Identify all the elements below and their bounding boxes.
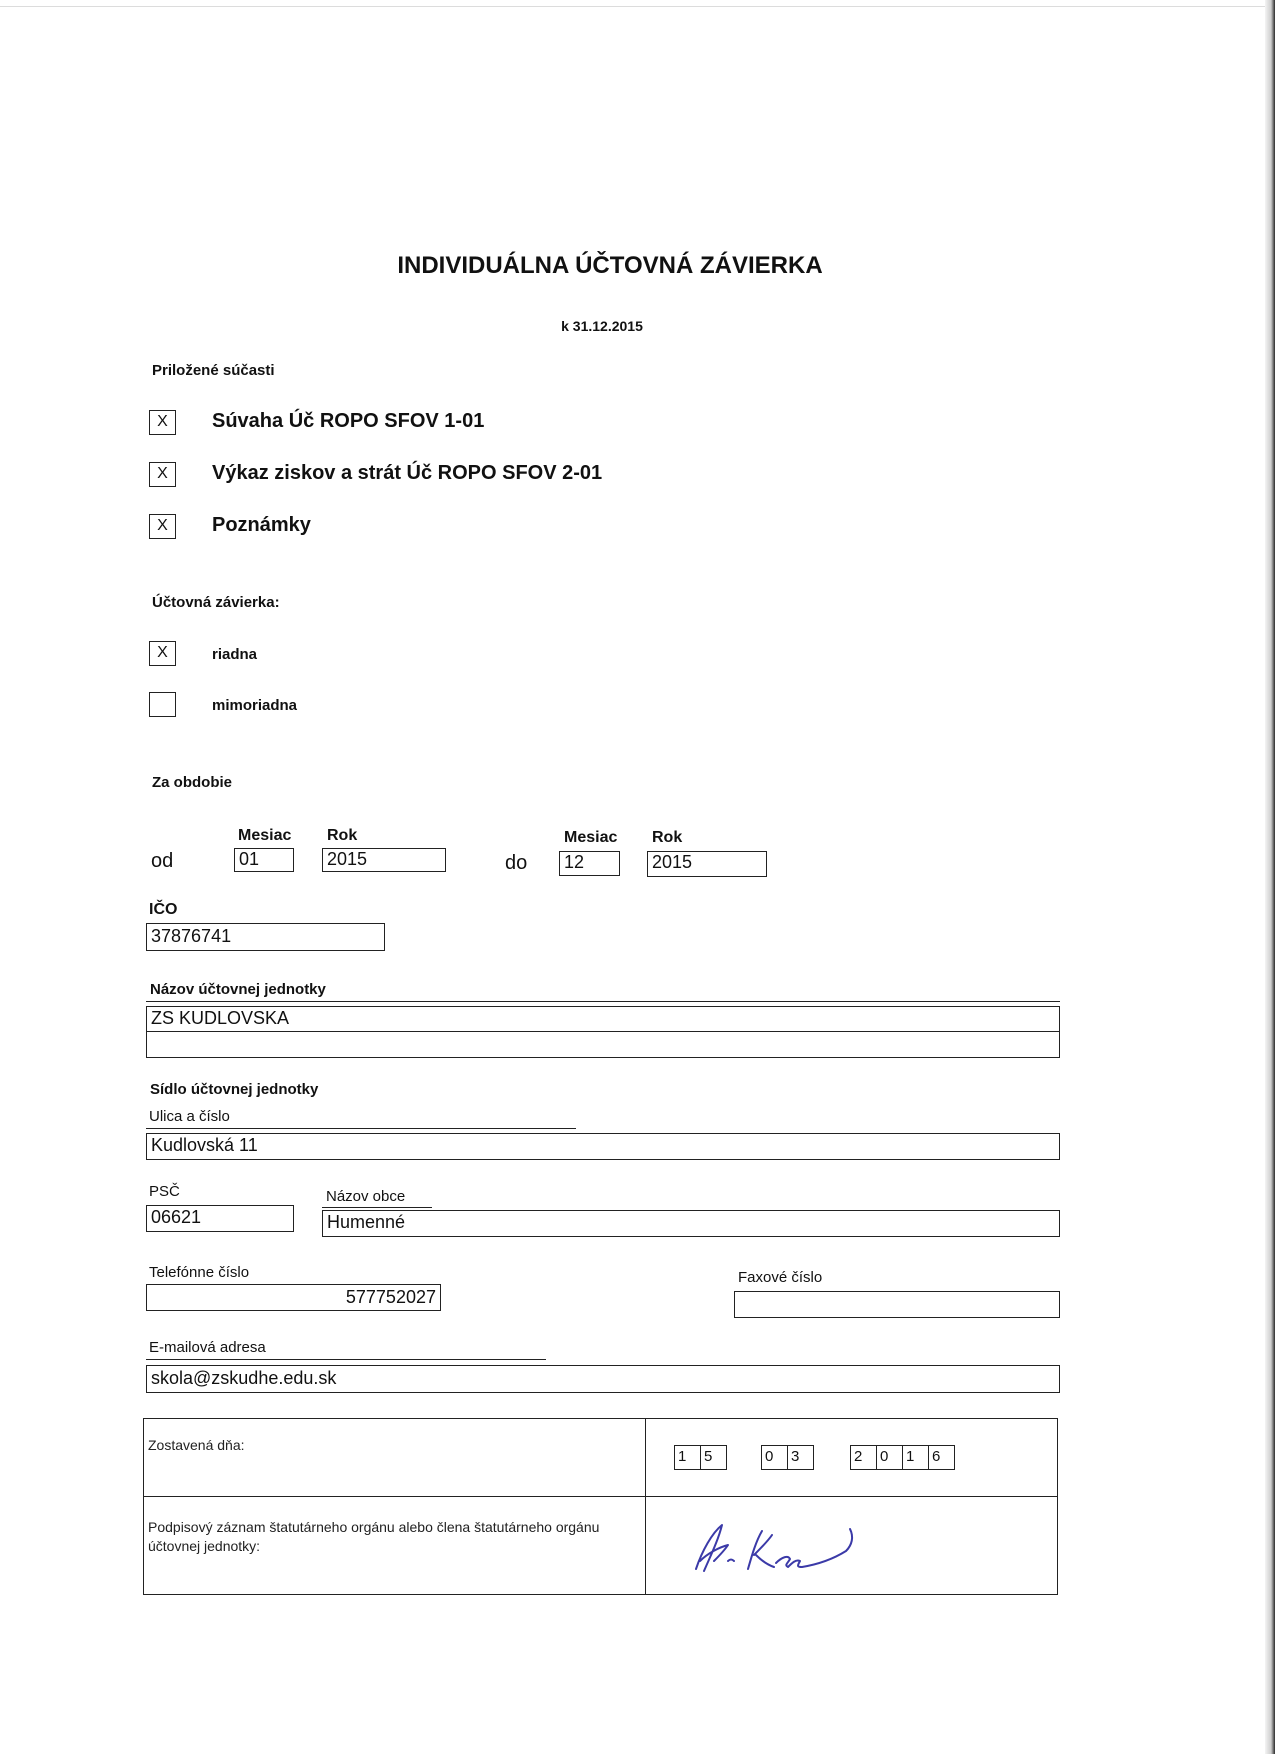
as-of-date: k 31.12.2015	[561, 318, 643, 334]
date-year-digit-1[interactable]: 2	[850, 1445, 877, 1470]
to-label: do	[505, 852, 528, 874]
from-label: od	[151, 850, 174, 872]
ico-field[interactable]: 37876741	[146, 923, 385, 951]
date-month-digit-2[interactable]: 3	[787, 1445, 814, 1470]
fax-field[interactable]	[734, 1291, 1060, 1318]
signature-image	[684, 1511, 864, 1581]
date-year-digit-3[interactable]: 1	[902, 1445, 929, 1470]
date-month-digit-1[interactable]: 0	[761, 1445, 788, 1470]
email-label: E-mailová adresa	[149, 1339, 266, 1356]
signature-label: Podpisový záznam štatutárneho orgánu alebo člena štatutárneho orgánu účtovnej jednotky:	[148, 1519, 600, 1554]
checkbox-regular[interactable]: X	[149, 641, 176, 666]
attachments-heading: Priložené súčasti	[152, 362, 275, 379]
scan-top-edge	[0, 6, 1265, 7]
entity-name-line2[interactable]	[146, 1032, 1060, 1058]
from-year-field[interactable]: 2015	[322, 848, 446, 872]
attachment-label-notes: Poznámky	[212, 514, 311, 536]
street-top-rule	[146, 1128, 576, 1129]
psc-field[interactable]: 06621	[146, 1205, 294, 1232]
checkbox-extraordinary[interactable]	[149, 692, 176, 717]
email-field[interactable]: skola@zskudhe.edu.sk	[146, 1365, 1060, 1393]
from-month-field[interactable]: 01	[234, 848, 294, 872]
city-label: Názov obce	[326, 1188, 406, 1205]
signature-strokes	[696, 1525, 852, 1571]
compiled-label: Zostavená dňa:	[148, 1437, 245, 1453]
attachment-label-balance-sheet: Súvaha Úč ROPO SFOV 1-01	[212, 410, 485, 432]
closing-label-regular: riadna	[212, 646, 258, 663]
date-year-digit-2[interactable]: 0	[876, 1445, 903, 1470]
to-month-field[interactable]: 12	[559, 851, 620, 876]
to-month-caption: Mesiac	[564, 829, 618, 846]
date-day-digit-2[interactable]: 5	[700, 1445, 727, 1470]
from-month-caption: Mesiac	[238, 827, 292, 844]
date-day-digit-1[interactable]: 1	[674, 1445, 701, 1470]
attachment-label-profit-loss: Výkaz ziskov a strát Úč ROPO SFOV 2-01	[212, 462, 603, 484]
entity-name-label: Názov účtovnej jednotky	[150, 981, 326, 998]
checkbox-profit-loss[interactable]: X	[149, 462, 176, 487]
street-field[interactable]: Kudlovská 11	[146, 1133, 1060, 1160]
phone-field[interactable]: 577752027	[146, 1284, 441, 1311]
period-heading: Za obdobie	[152, 774, 232, 791]
email-top-rule	[146, 1359, 546, 1360]
city-field[interactable]: Humenné	[322, 1210, 1060, 1237]
street-label: Ulica a číslo	[149, 1108, 230, 1125]
checkbox-notes[interactable]: X	[149, 514, 176, 539]
to-year-caption: Rok	[652, 829, 683, 846]
closing-label-extraordinary: mimoriadna	[212, 697, 298, 714]
signature-table	[143, 1418, 1058, 1595]
entity-name-top-rule	[146, 1001, 1060, 1002]
entity-name-line1[interactable]: ZS KUDLOVSKA	[146, 1006, 1060, 1032]
table-horizontal-divider	[144, 1496, 1057, 1497]
psc-label: PSČ	[149, 1183, 180, 1200]
city-top-rule	[322, 1207, 432, 1208]
date-year-digit-4[interactable]: 6	[928, 1445, 955, 1470]
ico-label: IČO	[149, 901, 178, 918]
closing-heading: Účtovná závierka:	[152, 594, 280, 611]
table-vertical-divider	[645, 1419, 646, 1594]
document-title: INDIVIDUÁLNA ÚČTOVNÁ ZÁVIERKA	[397, 252, 823, 279]
checkbox-balance-sheet[interactable]: X	[149, 410, 176, 435]
to-year-field[interactable]: 2015	[647, 851, 767, 877]
phone-label: Telefónne číslo	[149, 1264, 250, 1281]
from-year-caption: Rok	[327, 827, 358, 844]
fax-label: Faxové číslo	[738, 1269, 823, 1286]
scan-right-edge	[1265, 0, 1275, 1754]
seat-heading: Sídlo účtovnej jednotky	[150, 1081, 319, 1098]
